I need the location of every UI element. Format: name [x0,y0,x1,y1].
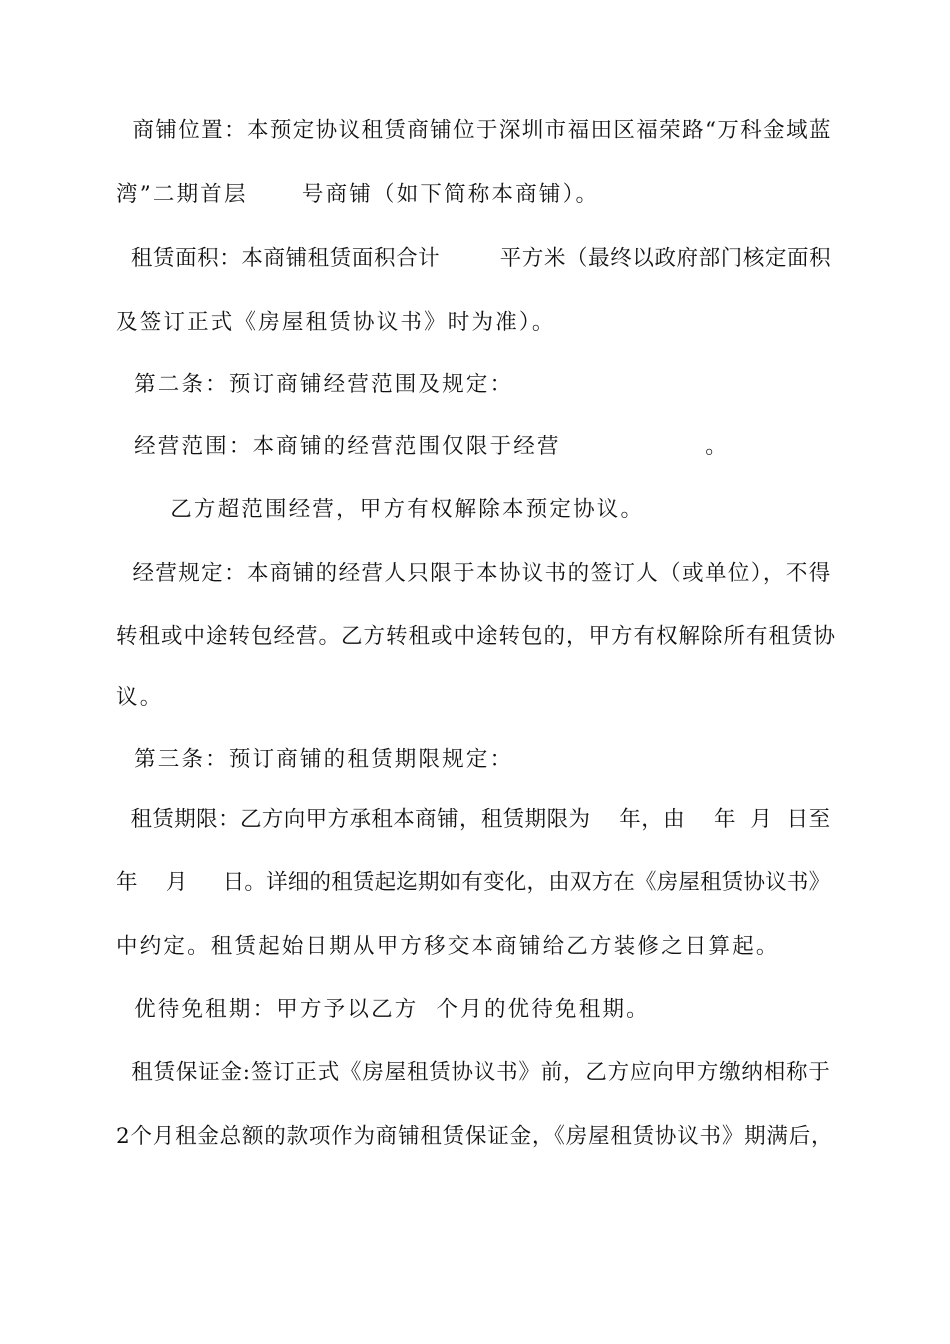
text-line: 租赁面积：本商铺租赁面积合计 平方米（最终以政府部门核定面积 [116,246,832,271]
text-line: 经营范围：本商铺的经营范围仅限于经营 。 [116,434,729,459]
section-heading: 第三条：预订商铺的租赁期限规定： [116,747,514,772]
section-heading: 第二条：预订商铺经营范围及规定： [116,372,514,397]
text-line: 转租或中途转包经营。乙方转租或中途转包的，甲方有权解除所有租赁协 [116,624,837,649]
text-line: 湾”二期首层 号商铺（如下简称本商铺）。 [116,182,600,207]
text-line: 年 月 日。详细的租赁起迄期如有变化，由双方在《房屋租赁协议书》 [116,870,831,895]
text-line: 优待免租期：甲方予以乙方 个月的优待免租期。 [116,997,650,1022]
text-line: 租赁保证金:签订正式《房屋租赁协议书》前，乙方应向甲方缴纳相称于 [116,1060,831,1085]
text-line: 中约定。租赁起始日期从甲方移交本商铺给乙方装修之日算起。 [116,934,780,959]
text-line: 经营规定：本商铺的经营人只限于本协议书的签订人（或单位），不得 [116,561,832,586]
text-line: 及签订正式《房屋租赁协议书》时为准）。 [116,310,556,335]
text-line: 2个月租金总额的款项作为商铺租赁保证金，《房屋租赁协议书》期满后， [116,1124,834,1149]
text-line: 商铺位置：本预定协议租赁商铺位于深圳市福田区福荣路“万科金域蓝 [116,118,832,143]
text-line: 议。 [116,685,164,710]
text-line: 租赁期限：乙方向甲方承租本商铺，租赁期限为 年，由 年 月 日至 [116,807,831,832]
text-line: 乙方超范围经营，甲方有权解除本预定协议。 [116,497,645,522]
